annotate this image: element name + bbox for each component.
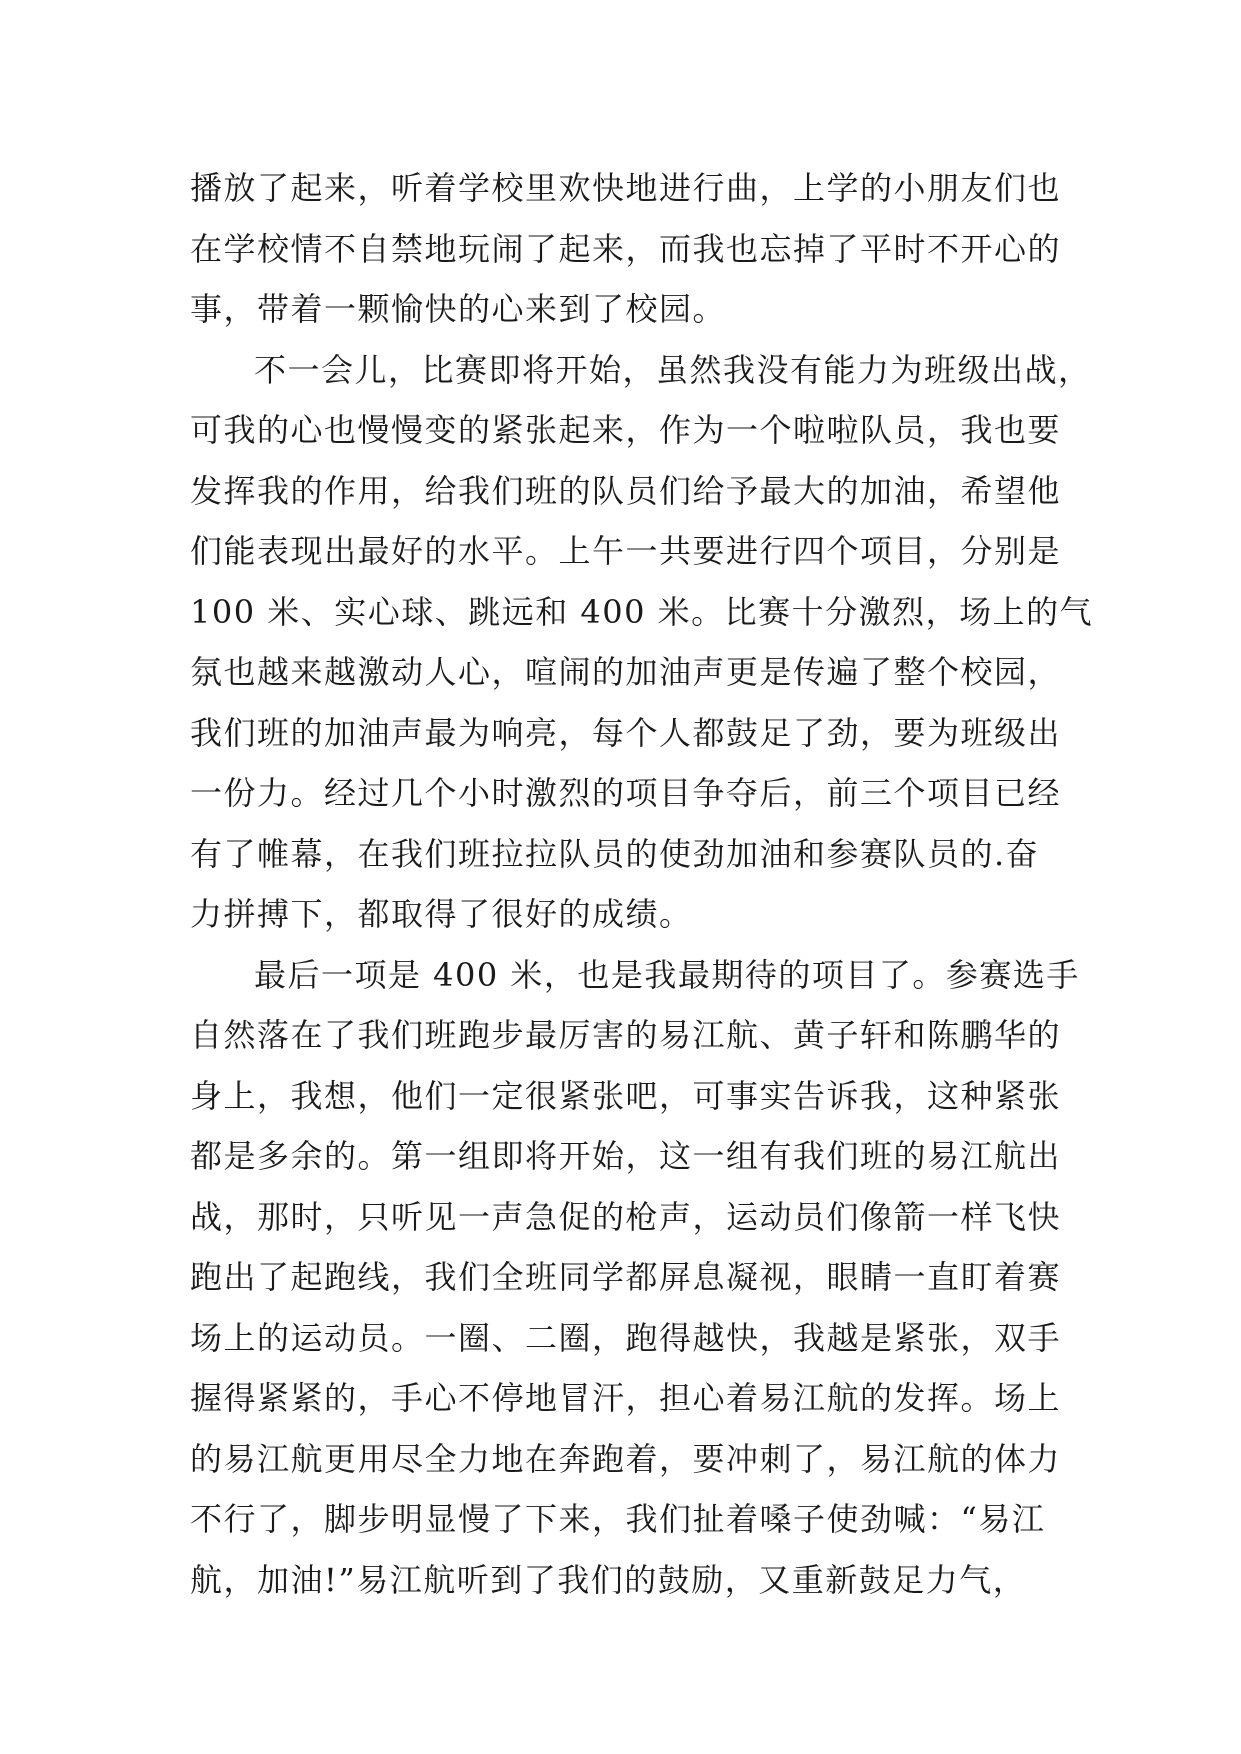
text-line: 航，加油!”易江航听到了我们的鼓励，又重新鼓足力气， <box>190 1560 1027 1599</box>
text-line: 场上的运动员。一圈、二圈，跑得越快，我越是紧张，双手 <box>190 1318 1062 1357</box>
text-line: 的易江航更用尽全力地在奔跑着，要冲刺了，易江航的体力 <box>190 1439 1062 1478</box>
text-line: 氛也越来越激动人心，喧闹的加油声更是传遍了整个校园， <box>190 653 1062 691</box>
paragraph-start-line: 最后一项是 400 米，也是我最期待的项目了。参赛选手 <box>254 955 1080 994</box>
text-line: 播放了起来，听着学校里欢快地进行曲，上学的小朋友们也 <box>190 169 1062 207</box>
text-line: 有了帷幕，在我们班拉拉队员的使劲加油和参赛队员的.奋 <box>190 834 1040 873</box>
text-line: 力拼搏下，都取得了很好的成绩。 <box>190 895 693 933</box>
text-line: 战，那时，只听见一声急促的枪声，运动员们像箭一样飞快 <box>190 1197 1062 1236</box>
text-line: 都是多余的。第一组即将开始，这一组有我们班的易江航出 <box>190 1137 1062 1175</box>
text-line: 一份力。经过几个小时激烈的项目争夺后，前三个项目已经 <box>190 774 1062 812</box>
text-line: 们能表现出最好的水平。上午一共要进行四个项目，分别是 <box>190 532 1062 570</box>
paragraph-start-line: 不一会儿，比赛即将开始，虽然我没有能力为班级出战， <box>254 350 1092 389</box>
text-line: 握得紧紧的，手心不停地冒汗，担心着易江航的发挥。场上 <box>190 1379 1062 1417</box>
text-line: 我们班的加油声最为响亮，每个人都鼓足了劲，要为班级出 <box>190 713 1062 752</box>
text-line: 发挥我的作用，给我们班的队员们给予最大的加油，希望他 <box>190 471 1062 510</box>
text-line: 可我的心也慢慢变的紧张起来，作为一个啦啦队员，我也要 <box>190 411 1062 449</box>
text-line: 事，带着一颗愉快的心来到了校园。 <box>190 290 727 328</box>
text-line: 不行了，脚步明显慢了下来，我们扯着嗓子使劲喊：“易江 <box>190 1500 1046 1538</box>
text-line: 身上，我想，他们一定很紧张吧，可事实告诉我，这种紧张 <box>190 1076 1062 1115</box>
text-line: 100 米、实心球、跳远和 400 米。比赛十分激烈，场上的气 <box>190 592 1094 631</box>
body-text <box>190 158 1094 1610</box>
text-line: 自然落在了我们班跑步最厉害的易江航、黄子轩和陈鹏华的 <box>190 1016 1062 1054</box>
text-line: 在学校情不自禁地玩闹了起来，而我也忘掉了平时不开心的 <box>190 229 1062 268</box>
text-line: 跑出了起跑线，我们全班同学都屏息凝视，眼睛一直盯着赛 <box>190 1258 1062 1296</box>
